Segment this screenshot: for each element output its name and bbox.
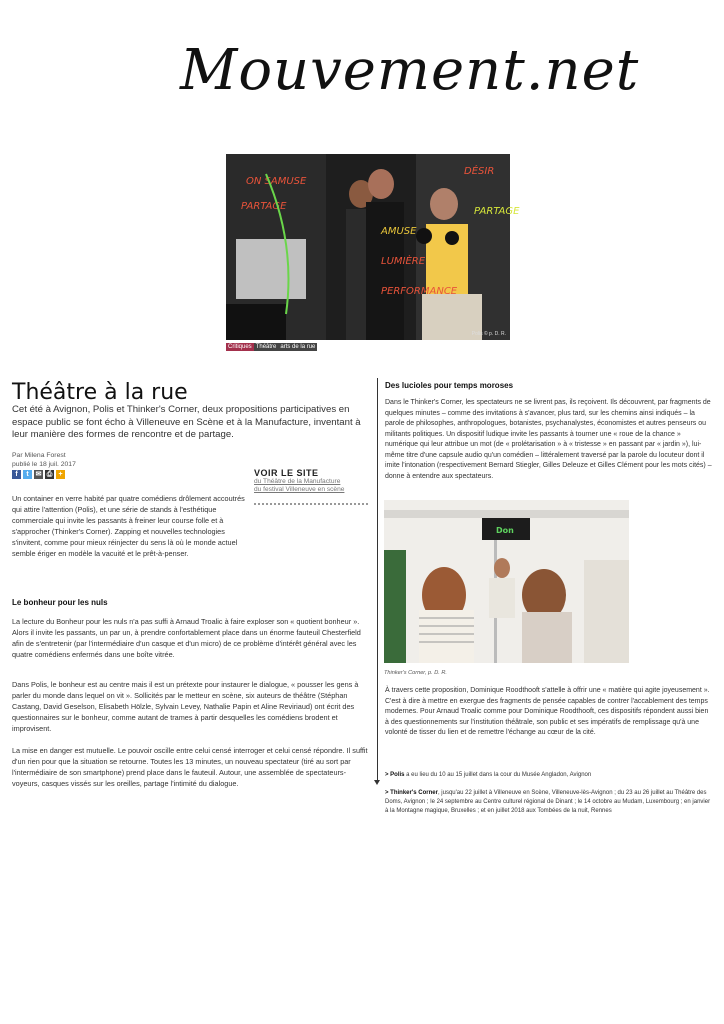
email-icon[interactable]: ✉	[35, 471, 42, 478]
hero-tags	[226, 343, 317, 351]
paragraph-bonheur: La lecture du Bonheur pour les nuls n'a pas suffi à Arnaud Troalic à faire exploser son « quotient bonheur ». Alors il invite les passants, un par un, à prendre confortablement place dans un énorme fauteuil Chesterfield afin de s'entretenir (par l'intermédiaire d'un casque et d'un micro) de ce problème d'intérêt général avec les quatre comédiens enfermés dans une boîte vitrée.	[12, 617, 361, 659]
svg-text:AMUSE: AMUSE	[381, 226, 417, 237]
tag-arts-de-la-rue[interactable]: arts de la rue	[280, 344, 316, 350]
subheading-bonheur: Le bonheur pour les nuls	[12, 598, 108, 607]
svg-text:PARTAGE: PARTAGE	[241, 201, 287, 212]
share-bar	[12, 470, 65, 479]
voir-title: VOIR LE SITE	[254, 468, 319, 478]
paragraph-polis: Dans Polis, le bonheur est au centre mais il est un prétexte pour instaurer le dialogue, « pousser les gens à parler du monde dans lequel on vit ». Sollicités par le metteur en scène, six auteurs de théâtre (Stéphan Castang, David Geselson, Elisabeth Hölzle, Sylvain Levey, Nathalie Papin et Aline Reviriaud) ont écrit des questionnaires sur le bonheur, comme autant de trames à partir desquelles les comédiens brodent et improvisent.	[12, 680, 359, 733]
twitter-icon[interactable]: t	[23, 470, 32, 479]
paragraph-intro-text: Un container en verre habité par quatre comédiens drôlement accoutrés qui attire l'attention (Polis), et une série de stands à l'esthétique commerciale qui invite les passants à freiner leur course folle et à s'approcher (Thinker's Corner). Zapping et nouvelles technologies s'invitent, comme pour mieux réinjecter du sens là où le monde actuel semble ériger en modèle la vacuité et le prêt-à-penser.	[12, 494, 245, 558]
publish-date: publié le 18 juil. 2017	[12, 461, 76, 468]
column-rule	[377, 378, 378, 783]
tag-theatre[interactable]: Théâtre	[255, 344, 277, 350]
hero-photo	[226, 154, 520, 340]
link-villeneuve[interactable]: du festival Villeneuve en scène	[254, 486, 345, 493]
info-polis-name: > Polis	[385, 772, 405, 778]
link-manufacture[interactable]: du Théâtre de la Manufacture	[254, 478, 341, 485]
add-icon[interactable]: +	[56, 470, 65, 479]
thinkers-photo-svg	[384, 500, 629, 663]
site-logo[interactable]	[180, 38, 640, 128]
info-polis	[385, 771, 715, 780]
article-title: Théâtre à la rue	[12, 380, 188, 405]
svg-text:PARTAGE: PARTAGE	[474, 206, 520, 217]
photo-caption: Thinker's Corner, p. D. R.	[384, 670, 447, 676]
svg-text:ON SAMUSE: ON SAMUSE	[246, 176, 307, 187]
voir-le-site	[254, 468, 370, 494]
subheading-lucioles: Des lucioles pour temps moroses	[385, 381, 514, 390]
paragraph-danger: La mise en danger est mutuelle. Le pouvoir oscille entre celui censé interroger et celui censé répondre. Il suffit d'un rien pour que la situation se retourne. Toutes les 13 minutes, un nouveau spectateur (tiré au sort par l'intermédiaire de son smartphone) prend place dans le fauteuil. Autour, une assemblée de spectateurs-voyeurs, casques vissés sur les oreilles, partage l'intimité du dialogue.	[12, 746, 368, 788]
arrow-down-icon	[374, 780, 380, 785]
thinkers-corner-photo	[384, 500, 629, 663]
info-thinkers-name: > Thinker's Corner	[385, 790, 438, 796]
photo-credit: Polis © p. D. R.	[471, 331, 506, 337]
print-icon[interactable]: ⎙	[46, 471, 53, 478]
tag-critiques[interactable]: Critiques	[228, 344, 252, 350]
byline	[12, 451, 76, 469]
author: Par Milena Forest	[12, 452, 66, 459]
info-polis-text: a eu lieu du 10 au 15 juillet dans la cour du Musée Angladon, Avignon	[404, 772, 592, 778]
paragraph-intro-a	[12, 493, 252, 559]
article-lede: Cet été à Avignon, Polis et Thinker's Corner, deux propositions participatives en espace public se font écho à Villeneuve en Scène et à la Manufacture, inventant à leur manière des formes de rencontre et de partage.	[12, 404, 361, 440]
divider	[254, 503, 368, 507]
svg-text:DÉSIR: DÉSIR	[464, 166, 495, 177]
logo-text: Mouvement.net	[180, 38, 640, 103]
info-thinkers-text: , jusqu'au 22 juillet à Villeneuve en Scène, Villeneuve-lès-Avignon ; du 23 au 26 juillet au Théâtre des Doms, Avignon ; le 24 septembre au Centre culturel régional de Dinant ; le 14 octobre au Mudam, Luxembourg ; en janvier à la Montagne magique, Bruxelles ; et en juillet 2018 aux Tombées de la nuit, Rennes	[385, 790, 711, 814]
svg-text:PERFORMANCE: PERFORMANCE	[381, 286, 458, 297]
paragraph-roodthooft: À travers cette proposition, Dominique Roodthooft s'attelle à offrir une « matière qui agite joyeusement ». C'est à dire à mettre en exergue des fragments de pensée capables de contrer l'accablement des temps modernes. Pour Arnaud Troalic comme pour Dominique Roodthooft, ces dispositifs répondent aussi bien à des questionnements sur l'institution théâtrale, son public et ses impératifs de remplissage qu'à une volonté de tisser du lien et de remettre l'échange au cœur de la cité.	[385, 687, 710, 736]
svg-text:LUMIÈRE: LUMIÈRE	[381, 256, 426, 267]
info-thinkers	[385, 789, 715, 816]
hero-image	[226, 154, 520, 340]
don-sign: Don	[496, 526, 514, 535]
facebook-icon[interactable]: f	[12, 470, 21, 479]
paragraph-thinkers: Dans le Thinker's Corner, les spectateurs ne se livrent pas, ils reçoivent. Ils découvrent, par fragments de quelques minutes – comme des invitations à s'avancer, plus tard, sur les chemins ainsi indiqués – la parole de philosophes, anthropologues, botanistes, psychanalystes, économistes et autres penseurs ou militants politiques. Un dispositif ludique invite les passants à tourner une « roue de la chance » numérique qui leur attribue un mot (de « prolétarisation » à « tristesse » en passant par « jardin »), lui-même titre d'une capsule audio qu'un comédien – littéralement traversé par la parole du locuteur dont il imite l'intonation (respectivement Bernard Stiegler, Gilles Deleuze et Gilles Clément pour les mots cités) – donne à entendre aux spectateurs.	[385, 399, 712, 480]
